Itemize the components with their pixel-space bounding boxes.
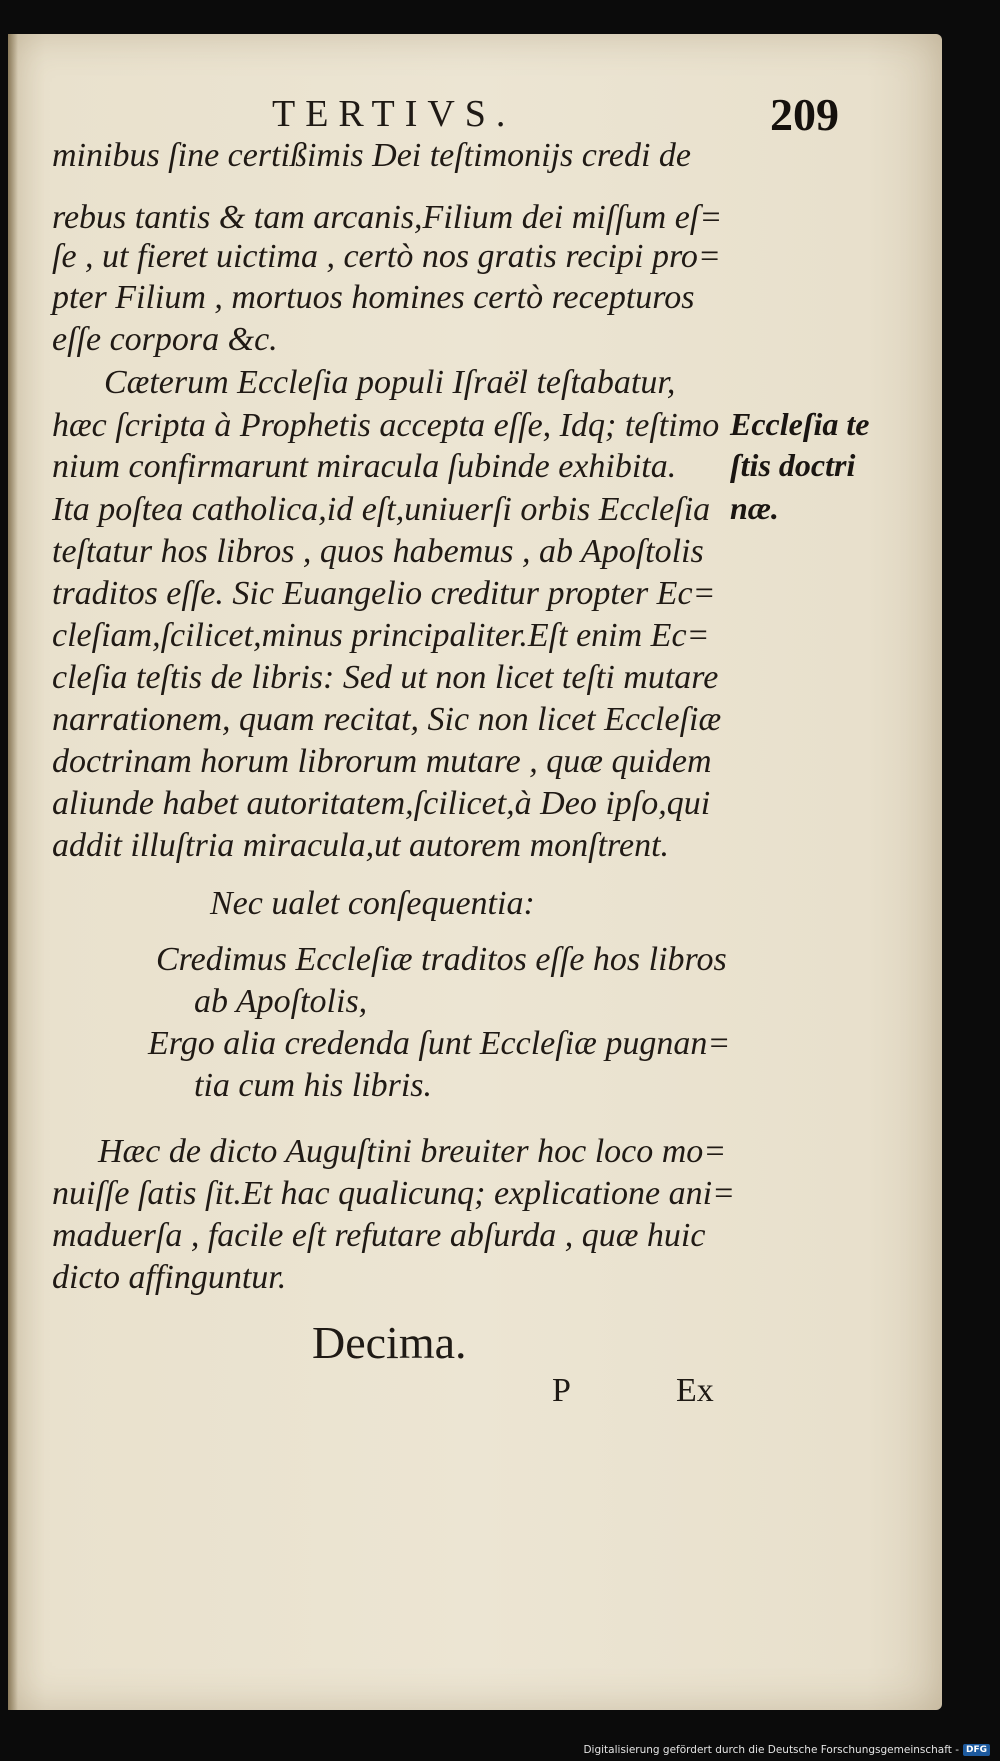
text-line: Cæterum Eccleſia populi Iſraël teſtabatur, — [104, 364, 676, 401]
footer-credit: Digitalisierung gefördert durch die Deutsche Forschungsgemeinschaft - — [583, 1744, 959, 1756]
text-line: cleſia teſtis de libris: Sed ut non licet teſti mutare — [52, 659, 719, 696]
text-line: pter Filium , mortuos homines certò recepturos — [52, 279, 695, 316]
signature-mark: P — [552, 1372, 571, 1409]
syllogism-line: Credimus Eccleſiæ traditos eſſe hos libros — [156, 941, 727, 978]
text-line: teſtatur hos libros , quos habemus , ab Apoſtolis — [52, 533, 704, 570]
running-head: TERTIVS. — [272, 93, 516, 135]
text-line: hæc ſcripta à Prophetis accepta eſſe, Idq; teſtimo — [52, 407, 720, 444]
page-spine-shadow — [8, 34, 18, 1710]
page-number: 209 — [770, 89, 839, 140]
margin-note-line: Eccleſia te — [730, 406, 870, 442]
text-line: nium confirmarunt miracula ſubinde exhibita. — [52, 448, 677, 485]
section-title: Decima. — [312, 1317, 467, 1368]
catchword: Ex — [676, 1372, 714, 1409]
syllogism-line: ab Apoſtolis, — [194, 983, 368, 1020]
text-line: nuiſſe ſatis ſit.Et hac qualicunq; explicatione ani= — [52, 1175, 735, 1212]
text-line: Ita poſtea catholica,id eſt,uniuerſi orbis Eccleſia — [52, 491, 711, 528]
text-line: cleſiam,ſcilicet,minus principaliter.Eſt enim Ec= — [52, 617, 710, 654]
text-line: doctrinam horum librorum mutare , quæ quidem — [52, 743, 712, 780]
text-line: ſe , ut fieret uictima , certò nos gratis recipi pro= — [52, 238, 721, 275]
syllogism-heading: Nec ualet conſequentia: — [210, 885, 535, 922]
syllogism-line: tia cum his libris. — [194, 1067, 433, 1104]
text-line: narrationem, quam recitat, Sic non licet Eccleſiæ — [52, 701, 722, 738]
dfg-logo: DFG — [963, 1744, 990, 1756]
digitization-footer — [583, 1742, 990, 1758]
text-line: dicto affinguntur. — [52, 1259, 287, 1296]
text-line: addit illuſtria miracula,ut autorem monſtrent. — [52, 827, 670, 864]
margin-note-line: ſtis doctri — [730, 447, 856, 483]
text-line: aliunde habet autoritatem,ſcilicet,à Deo ipſo,qui — [52, 785, 711, 822]
text-line: eſſe corpora &c. — [52, 321, 278, 358]
margin-note-line: næ. — [730, 490, 779, 526]
text-line: minibus ſine certißimis Dei teſtimonijs credi de — [52, 137, 691, 174]
text-line: maduerſa , facile eſt refutare abſurda , quæ huic — [52, 1217, 706, 1254]
syllogism-line: Ergo alia credenda ſunt Eccleſiæ pugnan= — [148, 1025, 731, 1062]
text-line: Hæc de dicto Auguſtini breuiter hoc loco mo= — [98, 1133, 727, 1170]
text-line: rebus tantis & tam arcanis,Filium dei miſſum eſ= — [52, 199, 723, 236]
text-line: traditos eſſe. Sic Euangelio creditur propter Ec= — [52, 575, 716, 612]
